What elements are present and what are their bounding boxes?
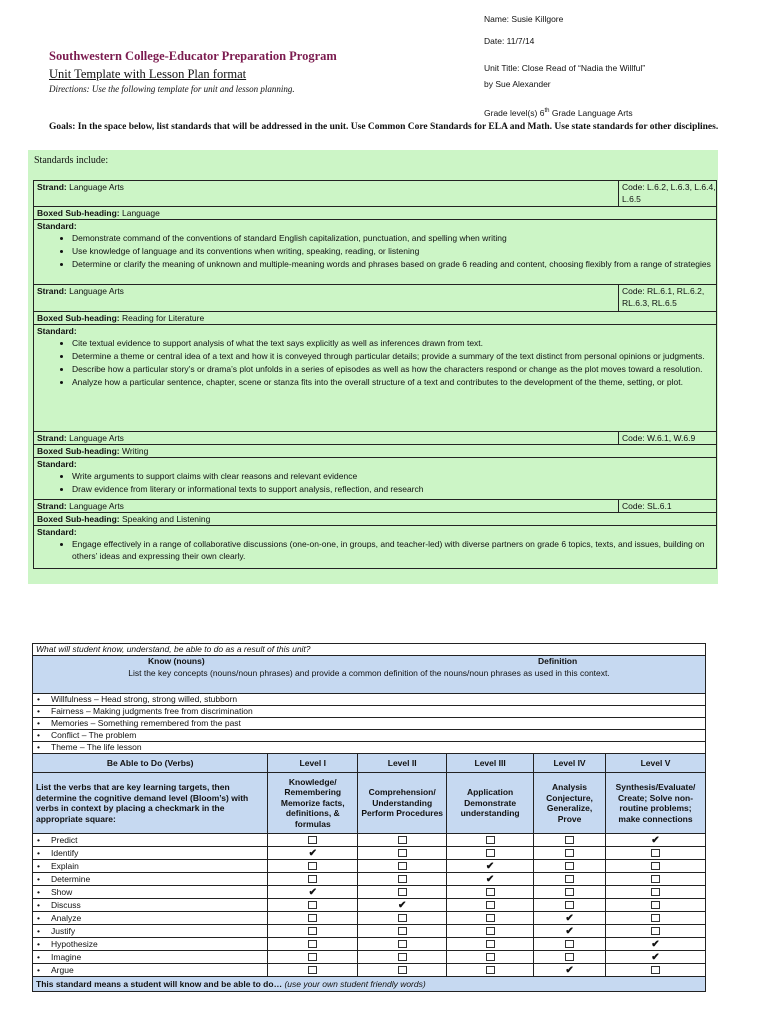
- level-description: Synthesis/Evaluate/ Create; Solve non-routine problems; make connections: [606, 773, 706, 834]
- strand-code: Code: RL.6.1, RL.6.2, RL.6.3, RL.6.5: [618, 284, 718, 312]
- subheading-label: Boxed Sub-heading:: [37, 208, 120, 218]
- standard-bullet: • Cite textual evidence to support analysis of what the text says explicitly as well as inferences drawn from text.: [72, 337, 716, 349]
- level-checkbox-cell: [447, 847, 534, 860]
- level-heading: Level IV: [534, 754, 606, 773]
- level-checkbox-cell: [606, 834, 706, 847]
- bullet: •: [37, 912, 40, 923]
- level-heading: Level I: [268, 754, 358, 773]
- level-checkbox-cell: [606, 873, 706, 886]
- empty-checkbox-icon: [565, 888, 574, 896]
- verbs-heading: Be Able to Do (Verbs): [33, 754, 268, 773]
- noun-text: Conflict – The problem: [51, 730, 137, 741]
- empty-checkbox-icon: [565, 953, 574, 961]
- level-checkbox-cell: [534, 938, 606, 951]
- strand-text: [34, 432, 716, 444]
- noun-text: Fairness – Making judgments free from discrimination: [51, 706, 253, 717]
- standard-row: [33, 219, 717, 285]
- verb-text: Justify: [51, 925, 76, 936]
- level-checkbox-cell: [268, 964, 358, 977]
- bullet: •: [37, 847, 40, 858]
- subheading-text: [34, 312, 716, 324]
- name-line: Name: Susie Killgore: [484, 14, 564, 24]
- standard-row: [33, 457, 717, 500]
- empty-checkbox-icon: [486, 901, 495, 909]
- verb-text: Explain: [51, 860, 79, 871]
- checkmark-icon: ✔: [651, 938, 660, 950]
- subheading-text: [34, 445, 716, 457]
- subheading-text: [34, 207, 716, 219]
- level-checkbox-cell: [268, 886, 358, 899]
- level-checkbox-cell: [358, 899, 447, 912]
- subheading-label: Boxed Sub-heading:: [37, 313, 120, 323]
- empty-checkbox-icon: [398, 914, 407, 922]
- definition-heading: Definition: [538, 656, 578, 666]
- level-checkbox-cell: [447, 925, 534, 938]
- empty-checkbox-icon: [486, 953, 495, 961]
- strand-text: [34, 500, 716, 512]
- subheading-row: [33, 206, 717, 220]
- empty-checkbox-icon: [308, 966, 317, 974]
- level-checkbox-cell: [447, 860, 534, 873]
- verb-row: [33, 886, 268, 899]
- level-checkbox-cell: [358, 951, 447, 964]
- noun-row: [33, 718, 706, 730]
- empty-checkbox-icon: [565, 901, 574, 909]
- verb-row: [33, 912, 268, 925]
- strand-code: Code: L.6.2, L.6.3, L.6.4, L.6.5: [618, 180, 718, 207]
- standard-bullet: • Determine or clarify the meaning of unknown and multiple-meaning words and phrases based on grade 6 reading and content, choosing flexibly from a range of strategies: [72, 258, 716, 270]
- standard-label: Standard:: [37, 459, 77, 469]
- level-checkbox-cell: [606, 938, 706, 951]
- level-checkbox-cell: [268, 899, 358, 912]
- level-checkbox-cell: [358, 847, 447, 860]
- directions-text: Directions: Use the following template for unit and lesson planning.: [49, 84, 295, 94]
- know-heading: Know (nouns): [148, 656, 205, 666]
- level-description: Knowledge/ Remembering Memorize facts, definitions, & formulas: [268, 773, 358, 834]
- level-checkbox-cell: [606, 925, 706, 938]
- empty-checkbox-icon: [486, 966, 495, 974]
- level-checkbox-cell: [606, 847, 706, 860]
- subheading-value: Language: [119, 208, 160, 218]
- verb-text: Argue: [51, 964, 74, 975]
- standards-intro: Standards include:: [34, 155, 109, 166]
- empty-checkbox-icon: [651, 875, 660, 883]
- noun-text: Willfulness – Head strong, strong willed, stubborn: [51, 694, 238, 705]
- verb-row: [33, 938, 268, 951]
- verb-text: Show: [51, 886, 73, 897]
- checkmark-icon: ✔: [651, 834, 660, 846]
- level-checkbox-cell: [534, 964, 606, 977]
- level-checkbox-cell: [534, 912, 606, 925]
- empty-checkbox-icon: [651, 888, 660, 896]
- strand-row: [33, 180, 717, 207]
- strand-value: Language Arts: [66, 433, 124, 443]
- subheading-value: Reading for Literature: [119, 313, 205, 323]
- bullet: •: [37, 873, 40, 884]
- empty-checkbox-icon: [398, 849, 407, 857]
- strand-text: [34, 181, 716, 193]
- empty-checkbox-icon: [651, 849, 660, 857]
- strand-label: Strand:: [37, 501, 67, 511]
- level-heading: Level V: [606, 754, 706, 773]
- level-checkbox-cell: [447, 964, 534, 977]
- strand-row: [33, 499, 717, 513]
- standard-label: Standard:: [37, 326, 77, 336]
- checkmark-icon: ✔: [565, 912, 574, 924]
- level-checkbox-cell: [447, 873, 534, 886]
- strand-row: [33, 431, 717, 445]
- level-checkbox-cell: [358, 860, 447, 873]
- level-checkbox-cell: [534, 860, 606, 873]
- standard-row: [33, 525, 717, 569]
- verb-row: [33, 847, 268, 860]
- strand-value: Language Arts: [66, 182, 124, 192]
- bullet: •: [37, 925, 40, 936]
- level-checkbox-cell: [358, 886, 447, 899]
- footer-cell: [33, 977, 706, 992]
- standard-bullet: • Demonstrate command of the conventions of standard English capitalization, punctuation, and spelling when writing: [72, 232, 716, 244]
- level-checkbox-cell: [447, 834, 534, 847]
- level-checkbox-cell: [358, 964, 447, 977]
- level-description: Comprehension/ Understanding Perform Procedures: [358, 773, 447, 834]
- empty-checkbox-icon: [486, 927, 495, 935]
- subheading-label: Boxed Sub-heading:: [37, 514, 120, 524]
- empty-checkbox-icon: [651, 927, 660, 935]
- subheading-row: [33, 444, 717, 458]
- empty-checkbox-icon: [398, 875, 407, 883]
- empty-checkbox-icon: [398, 966, 407, 974]
- level-checkbox-cell: [447, 886, 534, 899]
- strand-label: Strand:: [37, 182, 67, 192]
- standard-bullet: • Use knowledge of language and its conventions when writing, speaking, reading, or listening: [72, 245, 716, 257]
- standard-bullet: • Determine a theme or central idea of a text and how it is conveyed through particular details; provide a summary of the text distinct from personal opinions or judgments.: [72, 350, 716, 362]
- noun-row: [33, 730, 706, 742]
- subheading-value: Speaking and Listening: [119, 514, 211, 524]
- empty-checkbox-icon: [486, 836, 495, 844]
- author-line: by Sue Alexander: [484, 79, 551, 89]
- bullet: •: [37, 886, 40, 897]
- level-checkbox-cell: [447, 912, 534, 925]
- bullet: •: [37, 951, 40, 962]
- empty-checkbox-icon: [651, 862, 660, 870]
- level-checkbox-cell: [358, 912, 447, 925]
- empty-checkbox-icon: [398, 940, 407, 948]
- empty-checkbox-icon: [398, 953, 407, 961]
- bullet: •: [37, 834, 40, 845]
- level-checkbox-cell: [358, 873, 447, 886]
- level-checkbox-cell: [358, 925, 447, 938]
- level-description: Application Demonstrate understanding: [447, 773, 534, 834]
- strand-text: [34, 285, 716, 297]
- standard-bullets: [34, 232, 716, 270]
- empty-checkbox-icon: [565, 875, 574, 883]
- bullet: •: [37, 706, 40, 717]
- bullet: •: [37, 938, 40, 949]
- level-checkbox-cell: [534, 847, 606, 860]
- verbs-instructions: List the verbs that are key learning targets, then determine the cognitive demand level (Bloom’s) with verbs in context by placing a checkmark in the appropriate square:: [33, 773, 268, 834]
- verb-row: [33, 834, 268, 847]
- empty-checkbox-icon: [398, 888, 407, 896]
- empty-checkbox-icon: [486, 849, 495, 857]
- level-checkbox-cell: [606, 886, 706, 899]
- noun-row: [33, 694, 706, 706]
- level-checkbox-cell: [268, 951, 358, 964]
- level-checkbox-cell: [606, 860, 706, 873]
- level-checkbox-cell: [534, 925, 606, 938]
- verb-text: Hypothesize: [51, 938, 98, 949]
- verb-row: [33, 873, 268, 886]
- standard-label: Standard:: [37, 527, 77, 537]
- checkmark-icon: ✔: [308, 886, 317, 898]
- strand-label: Strand:: [37, 286, 67, 296]
- verb-row: [33, 964, 268, 977]
- level-heading: Level II: [358, 754, 447, 773]
- empty-checkbox-icon: [308, 836, 317, 844]
- verb-text: Identify: [51, 847, 79, 858]
- date-line: Date: 11/7/14: [484, 36, 535, 46]
- standard-bullets: [34, 538, 716, 562]
- verb-row: [33, 899, 268, 912]
- strand-row: [33, 284, 717, 312]
- empty-checkbox-icon: [308, 862, 317, 870]
- subheading-value: Writing: [119, 446, 149, 456]
- level-checkbox-cell: [606, 912, 706, 925]
- know-definition-headings: [36, 656, 702, 668]
- empty-checkbox-icon: [486, 914, 495, 922]
- subheading-label: Boxed Sub-heading:: [37, 446, 120, 456]
- strand-value: Language Arts: [66, 286, 124, 296]
- empty-checkbox-icon: [565, 849, 574, 857]
- empty-checkbox-icon: [565, 862, 574, 870]
- strand-value: Language Arts: [66, 501, 124, 511]
- unit-title-line: Unit Title: Close Read of “Nadia the Willful”: [484, 63, 646, 73]
- empty-checkbox-icon: [651, 914, 660, 922]
- level-checkbox-cell: [606, 964, 706, 977]
- verb-row: [33, 860, 268, 873]
- standard-row: [33, 324, 717, 432]
- empty-checkbox-icon: [651, 966, 660, 974]
- subheading-row: [33, 311, 717, 325]
- level-checkbox-cell: [606, 951, 706, 964]
- empty-checkbox-icon: [308, 953, 317, 961]
- empty-checkbox-icon: [308, 914, 317, 922]
- question-cell: What will student know, understand, be able to do as a result of this unit?: [33, 644, 706, 656]
- noun-text: Theme – The life lesson: [51, 742, 142, 753]
- level-checkbox-cell: [268, 860, 358, 873]
- subheading-row: [33, 512, 717, 526]
- verb-text: Imagine: [51, 951, 82, 962]
- empty-checkbox-icon: [486, 940, 495, 948]
- level-checkbox-cell: [358, 938, 447, 951]
- level-checkbox-cell: [606, 899, 706, 912]
- empty-checkbox-icon: [308, 875, 317, 883]
- level-description: Analysis Conjecture, Generalize, Prove: [534, 773, 606, 834]
- level-checkbox-cell: [534, 899, 606, 912]
- empty-checkbox-icon: [308, 901, 317, 909]
- bullet: •: [37, 718, 40, 729]
- verb-text: Predict: [51, 834, 78, 845]
- verb-text: Determine: [51, 873, 91, 884]
- checkmark-icon: ✔: [485, 873, 495, 885]
- noun-row: [33, 742, 706, 754]
- empty-checkbox-icon: [486, 888, 495, 896]
- goals-text: Goals: In the space below, list standards that will be addressed in the unit. Use Common Core Standards for ELA and Math. Use state standards for other disciplines.: [49, 122, 719, 132]
- level-checkbox-cell: [447, 951, 534, 964]
- bullet: •: [37, 899, 40, 910]
- standard-bullet: • Write arguments to support claims with clear reasons and relevant evidence: [72, 470, 716, 482]
- empty-checkbox-icon: [308, 927, 317, 935]
- level-checkbox-cell: [268, 847, 358, 860]
- unit-outcomes-table: [32, 643, 706, 992]
- grade-line: Grade level(s) 6th Grade Language Arts: [484, 107, 633, 118]
- level-checkbox-cell: [268, 912, 358, 925]
- bullet: •: [37, 964, 40, 975]
- level-checkbox-cell: [534, 951, 606, 964]
- empty-checkbox-icon: [565, 940, 574, 948]
- noun-row: [33, 706, 706, 718]
- strand-code: Code: W.6.1, W.6.9: [618, 431, 718, 445]
- bullet: •: [37, 694, 40, 705]
- verb-text: Analyze: [51, 912, 82, 923]
- know-instructions: List the key concepts (nouns/noun phrases) and provide a common definition of the nouns/noun phrases as used in this context.: [128, 668, 610, 678]
- strand-code: Code: SL.6.1: [618, 499, 718, 513]
- level-checkbox-cell: [268, 938, 358, 951]
- know-header-cell: [33, 656, 706, 694]
- empty-checkbox-icon: [398, 836, 407, 844]
- standard-label: Standard:: [37, 221, 77, 231]
- checkmark-icon: ✔: [397, 899, 407, 911]
- bullet: •: [37, 742, 40, 753]
- template-title: Unit Template with Lesson Plan format: [49, 67, 247, 81]
- checkmark-icon: ✔: [308, 847, 317, 859]
- standard-bullets: [34, 470, 716, 495]
- level-checkbox-cell: [534, 873, 606, 886]
- subheading-text: [34, 513, 716, 525]
- level-checkbox-cell: [358, 834, 447, 847]
- level-checkbox-cell: [268, 925, 358, 938]
- level-checkbox-cell: [268, 873, 358, 886]
- checkmark-icon: ✔: [565, 925, 574, 937]
- standard-bullet: • Engage effectively in a range of collaborative discussions (one-on-one, in groups, and teacher-led) with diverse partners on grade 6 topics, texts, and issues, building on others’ ideas and expressing their own clearly.: [72, 538, 716, 562]
- noun-text: Memories – Something remembered from the past: [51, 718, 241, 729]
- empty-checkbox-icon: [651, 901, 660, 909]
- verb-row: [33, 925, 268, 938]
- footer-bold: This standard means a student will know and be able to do…: [36, 978, 285, 989]
- program-title: Southwestern College-Educator Preparation Program: [49, 49, 337, 63]
- level-checkbox-cell: [447, 938, 534, 951]
- bullet: •: [37, 730, 40, 741]
- standard-bullet: • Describe how a particular story’s or drama’s plot unfolds in a series of episodes as well as how the characters respond or change as the plot moves toward a resolution.: [72, 363, 716, 375]
- verb-text: Discuss: [51, 899, 81, 910]
- level-checkbox-cell: [447, 899, 534, 912]
- standard-bullets: [34, 337, 716, 388]
- standard-bullet: • Draw evidence from literary or informational texts to support analysis, reflection, and research: [72, 483, 716, 495]
- header-info: [484, 14, 754, 119]
- empty-checkbox-icon: [308, 940, 317, 948]
- level-checkbox-cell: [268, 834, 358, 847]
- standard-bullet: • Analyze how a particular sentence, chapter, scene or stanza fits into the overall structure of a text and contributes to the development of the theme, setting, or plot.: [72, 376, 716, 388]
- grade-superscript: th: [544, 108, 550, 114]
- checkmark-icon: ✔: [651, 951, 660, 963]
- empty-checkbox-icon: [398, 927, 407, 935]
- strand-label: Strand:: [37, 433, 67, 443]
- checkmark-icon: ✔: [565, 964, 574, 976]
- bullet: •: [37, 860, 40, 871]
- verb-row: [33, 951, 268, 964]
- checkmark-icon: ✔: [485, 860, 495, 872]
- empty-checkbox-icon: [398, 862, 407, 870]
- empty-checkbox-icon: [565, 836, 574, 844]
- level-heading: Level III: [447, 754, 534, 773]
- level-checkbox-cell: [534, 886, 606, 899]
- footer-italic: (use your own student friendly words): [284, 978, 426, 989]
- level-checkbox-cell: [534, 834, 606, 847]
